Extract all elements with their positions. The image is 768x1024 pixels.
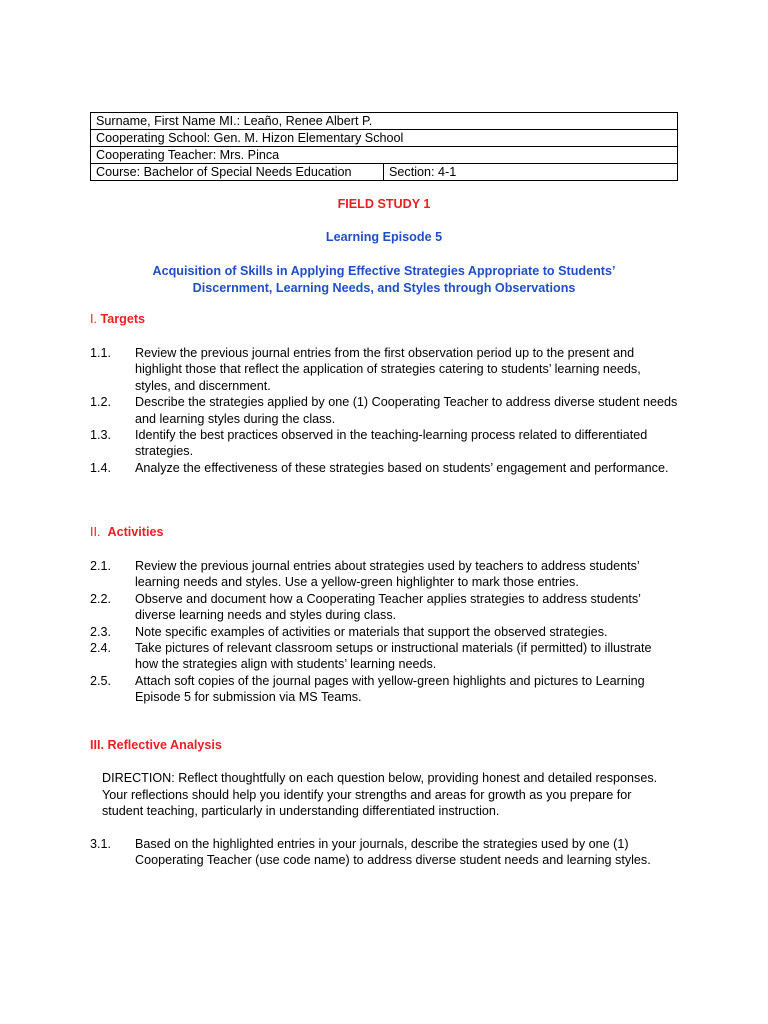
student-name-cell: Surname, First Name MI.: Leaño, Renee Albert P.: [91, 113, 678, 130]
section-cell: Section: 4-1: [384, 164, 678, 181]
course-cell: Course: Bachelor of Special Needs Education: [91, 164, 384, 181]
episode-subtitle-line-1: Acquisition of Skills in Applying Effective Strategies Appropriate to Students’: [152, 264, 616, 278]
list-item: 2.5. Attach soft copies of the journal pages with yellow-green highlights and pictures to Learning Episode 5 for submission via MS Teams.: [90, 673, 645, 705]
cooperating-school-cell: Cooperating School: Gen. M. Hizon Elementary School: [91, 130, 678, 147]
reflective-list: [90, 836, 678, 869]
cooperating-teacher-cell: Cooperating Teacher: Mrs. Pinca: [91, 147, 678, 164]
list-item: 2.4. Take pictures of relevant classroom setups or instructional materials (if permitted) to illustrate how the strategies align with students’ learning needs.: [90, 641, 652, 672]
activities-list: [90, 558, 678, 706]
targets-list: [90, 345, 678, 476]
list-item: 1.1. Review the previous journal entries from the first observation period up to the present and highlight those that reflect the application of strategies catering to students’ learning needs, styles, and discernment.: [90, 346, 641, 393]
episode-subtitle-line-2: Discernment, Learning Needs, and Styles through Observations: [192, 280, 576, 295]
episode-title: Learning Episode 5: [325, 230, 443, 244]
list-item: 2.3. Note specific examples of activities or materials that support the observed strategies.: [90, 624, 608, 639]
direction-paragraph: DIRECTION: Reflect thoughtfully on each question below, providing honest and detailed responses. Your reflections should help you identify your strengths and areas for growth as you prepare for student teaching, particularly in understanding differentiated instruction.: [102, 771, 658, 818]
targets-title: Targets: [100, 312, 146, 326]
list-item: 2.2. Observe and document how a Cooperating Teacher applies strategies to address students’ diverse learning needs and styles during class.: [90, 591, 641, 623]
targets-number: I.: [90, 312, 97, 326]
list-item: 2.1. Review the previous journal entries about strategies used by teachers to address students’ learning needs and styles. Use a yellow-green highlighter to mark those entries.: [90, 559, 640, 590]
list-item: 3.1. Based on the highlighted entries in your journals, describe the strategies used by one (1) Cooperating Teacher (use code name) to address diverse student needs and learning styles.: [90, 837, 651, 868]
reflective-heading: III. Reflective Analysis: [90, 738, 222, 752]
list-item: 1.4. Analyze the effectiveness of these strategies based on students’ engagement and performance.: [90, 460, 669, 475]
student-info-table: [90, 112, 678, 181]
targets-heading: [90, 312, 145, 326]
activities-number: II.: [90, 525, 101, 539]
activities-heading: [90, 525, 164, 539]
activities-title: Activities: [107, 525, 164, 539]
episode-subtitle: [90, 263, 678, 296]
list-item: 1.2. Describe the strategies applied by one (1) Cooperating Teacher to address diverse student needs and learning styles during the class.: [90, 395, 678, 426]
list-item: 1.3. Identify the best practices observed in the teaching-learning process related to differentiated strategies.: [90, 428, 648, 459]
field-study-title: FIELD STUDY 1: [337, 197, 431, 211]
